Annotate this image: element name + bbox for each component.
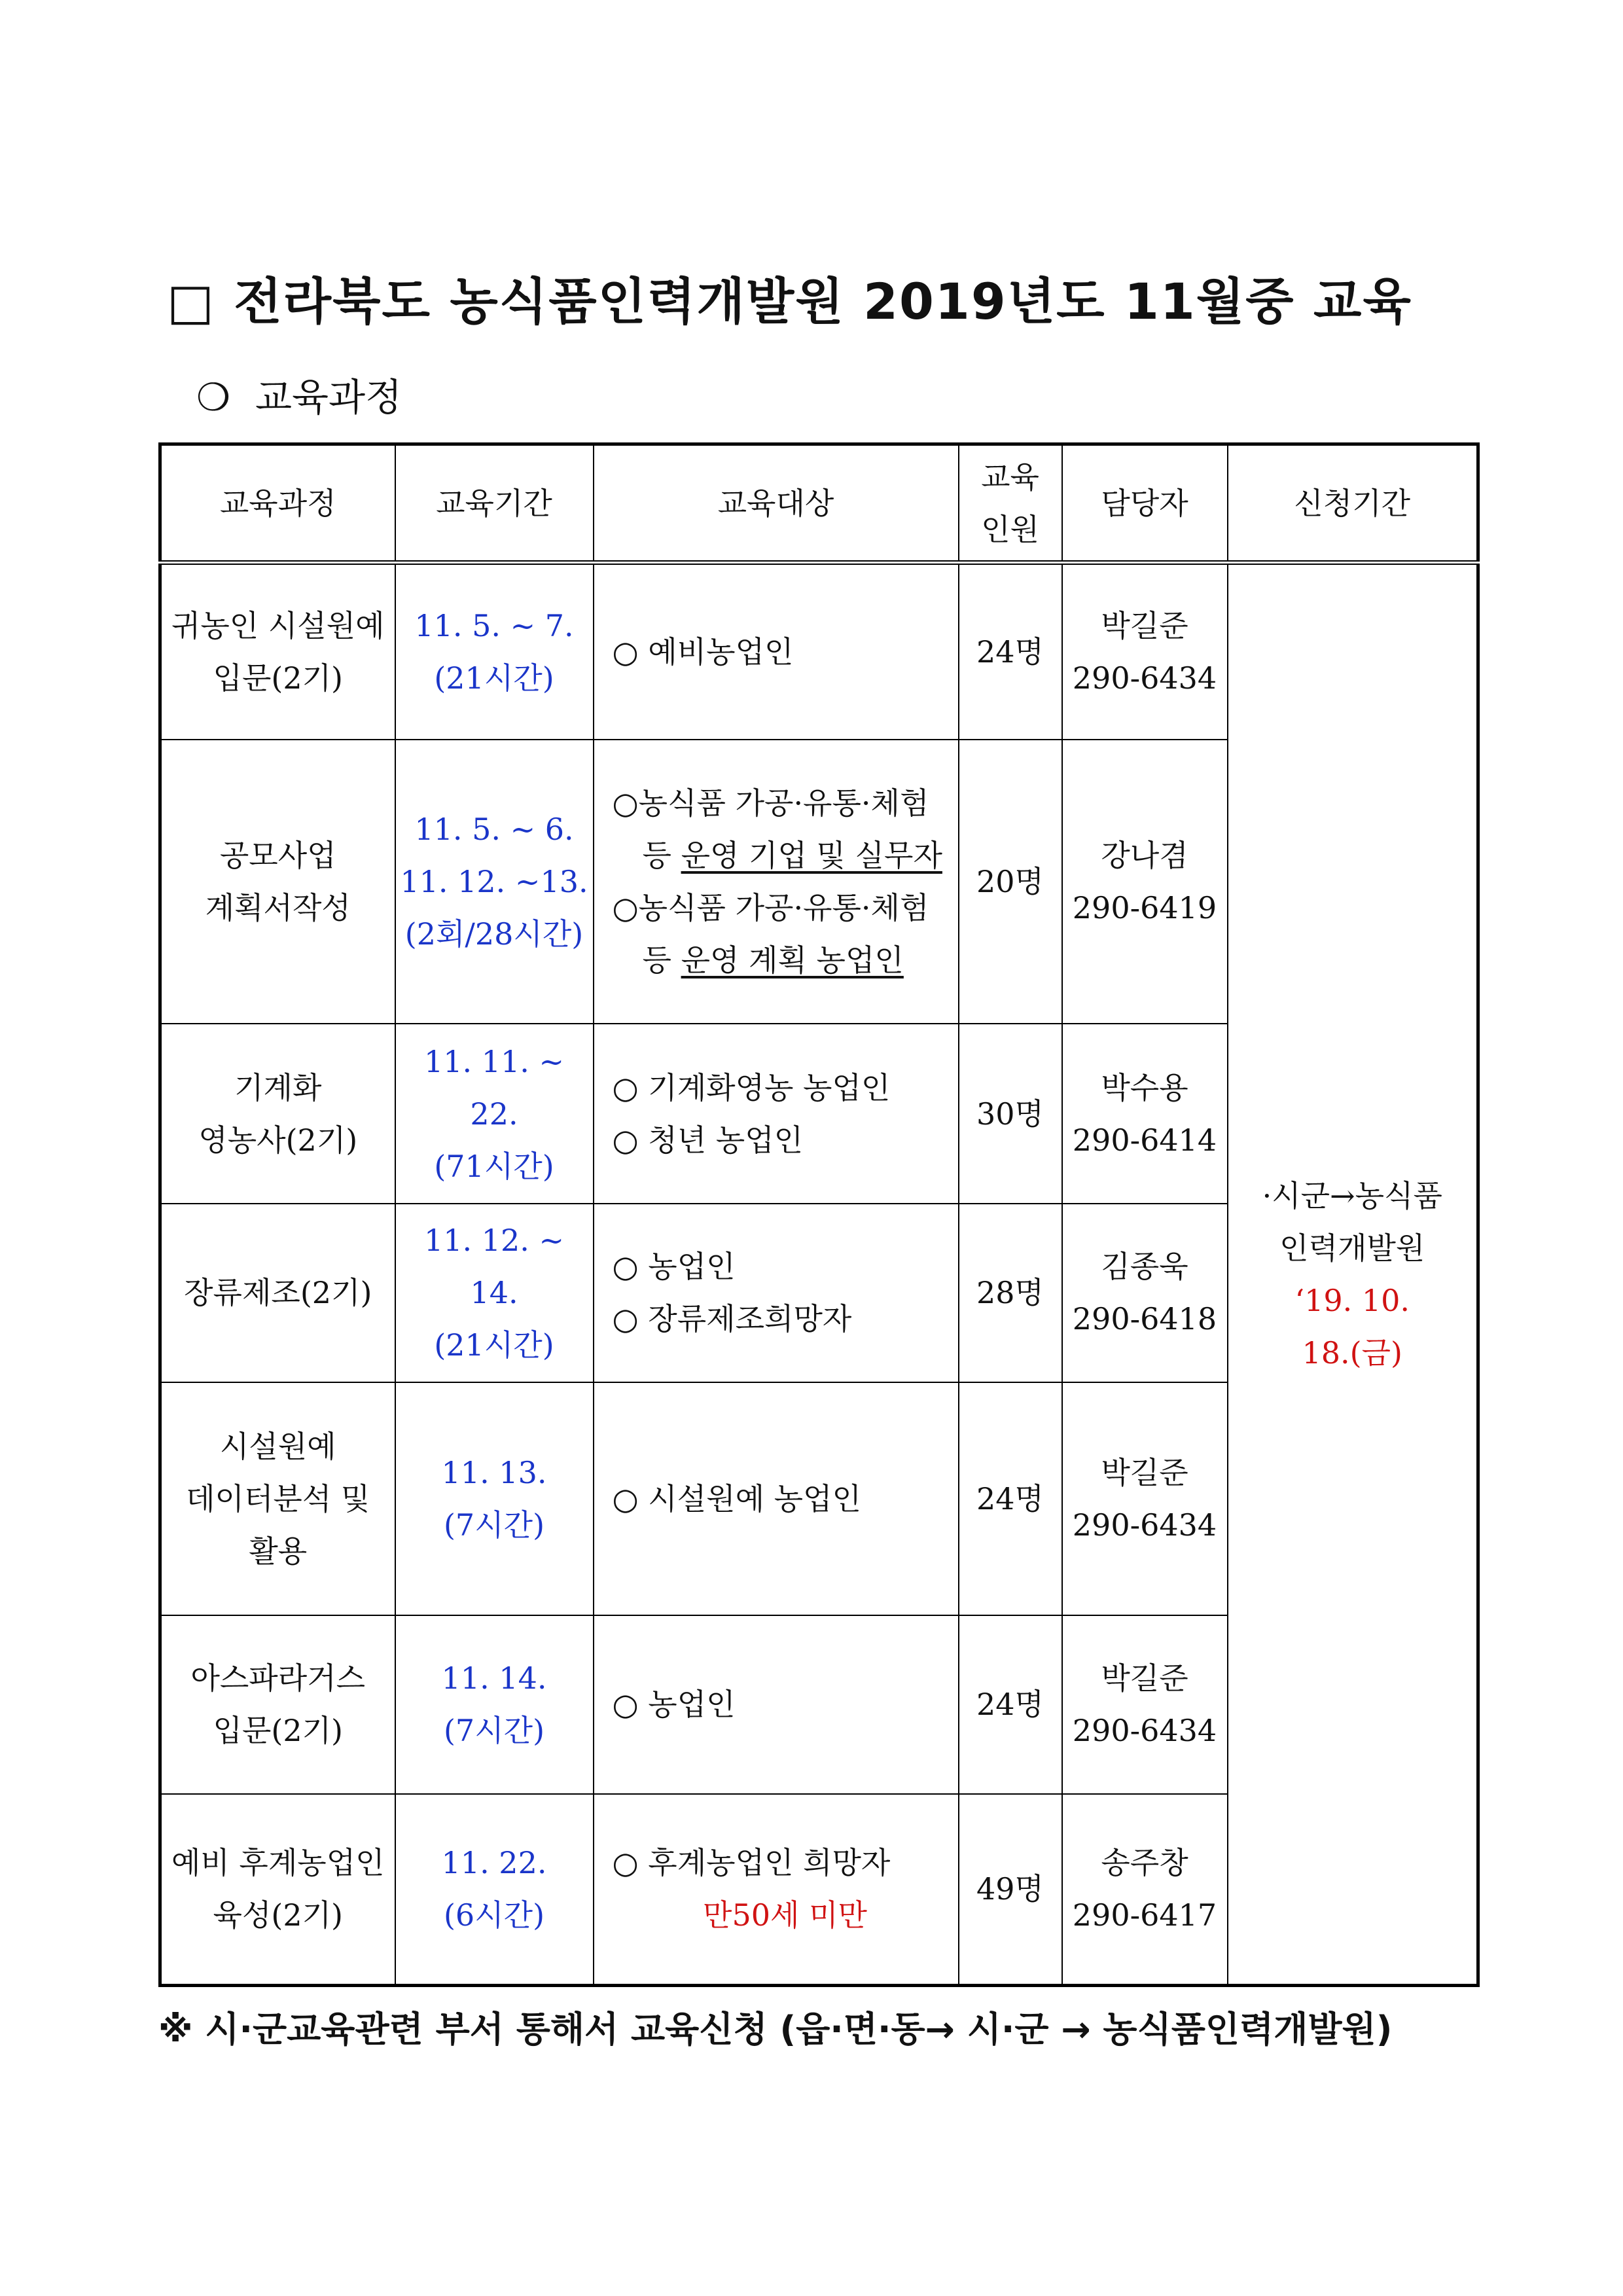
course-cell: 공모사업 계획서작성 [160, 740, 395, 1024]
target-cell: ○ 기계화영농 농업인 ○ 청년 농업인 [594, 1024, 959, 1204]
course-cell: 기계화 영농사(2기) [160, 1024, 395, 1204]
target-cell: ○ 농업인 [594, 1615, 959, 1794]
count-cell: 28명 [959, 1204, 1062, 1382]
target-cell: ○ 시설원예 농업인 [594, 1382, 959, 1615]
header-count: 교육 인원 [959, 444, 1062, 563]
contact-cell: 송주창 290-6417 [1062, 1794, 1228, 1986]
target-cell: ○ 예비농업인 [594, 563, 959, 740]
period-cell: 11. 5. ~ 7. (21시간) [395, 563, 594, 740]
course-cell: 장류제조(2기) [160, 1204, 395, 1382]
course-cell: 시설원예 데이터분석 및 활용 [160, 1382, 395, 1615]
period-cell: 11. 12. ~ 14. (21시간) [395, 1204, 594, 1382]
contact-cell: 김종욱 290-6418 [1062, 1204, 1228, 1382]
header-period: 교육기간 [395, 444, 594, 563]
table-row [160, 563, 1478, 740]
table-header-row [160, 444, 1478, 563]
contact-cell: 박수용 290-6414 [1062, 1024, 1228, 1204]
header-course: 교육과정 [160, 444, 395, 563]
period-cell: 11. 14. (7시간) [395, 1615, 594, 1794]
circle-bullet-icon: ❍ [196, 375, 230, 420]
count-cell: 30명 [959, 1024, 1062, 1204]
header-contact: 담당자 [1062, 444, 1228, 563]
target-cell: ○ 후계농업인 희망자 만50세 미만 [594, 1794, 959, 1986]
target-cell: ○농식품 가공·유통·체험 등 운영 기업 및 실무자 ○농식품 가공·유통·체험 등 운영 계획 농업인 [594, 740, 959, 1024]
target-cell: ○ 농업인 ○ 장류제조희망자 [594, 1204, 959, 1382]
contact-cell: 박길준 290-6434 [1062, 1382, 1228, 1615]
page-title: □ 전라북도 농식품인력개발원 2019년도 11월중 교육 [167, 272, 1412, 331]
count-cell: 24명 [959, 1382, 1062, 1615]
course-cell: 예비 후계농업인 육성(2기) [160, 1794, 395, 1986]
apply-period-cell: ·시군→농식품 인력개발원 ‘19. 10. 18.(금) [1228, 563, 1478, 1986]
course-cell: 아스파라거스 입문(2기) [160, 1615, 395, 1794]
application-note: ※ 시·군교육관련 부서 통해서 교육신청 (읍·면·동→ 시·군 → 농식품인력개발원) [158, 2009, 1393, 2050]
header-apply: 신청기간 [1228, 444, 1478, 563]
period-cell: 11. 22. (6시간) [395, 1794, 594, 1986]
count-cell: 24명 [959, 1615, 1062, 1794]
contact-cell: 박길준 290-6434 [1062, 563, 1228, 740]
header-target: 교육대상 [594, 444, 959, 563]
count-cell: 24명 [959, 563, 1062, 740]
course-cell: 귀농인 시설원예 입문(2기) [160, 563, 395, 740]
contact-cell: 박길준 290-6434 [1062, 1615, 1228, 1794]
section-subtitle-text: 교육과정 [255, 375, 402, 420]
contact-cell: 강나겸 290-6419 [1062, 740, 1228, 1024]
period-cell: 11. 11. ~ 22. (71시간) [395, 1024, 594, 1204]
period-cell: 11. 5. ~ 6. 11. 12. ~13. (2회/28시간) [395, 740, 594, 1024]
count-cell: 49명 [959, 1794, 1062, 1986]
section-subtitle [196, 367, 402, 422]
count-cell: 20명 [959, 740, 1062, 1024]
period-cell: 11. 13. (7시간) [395, 1382, 594, 1615]
education-table [158, 442, 1480, 1987]
